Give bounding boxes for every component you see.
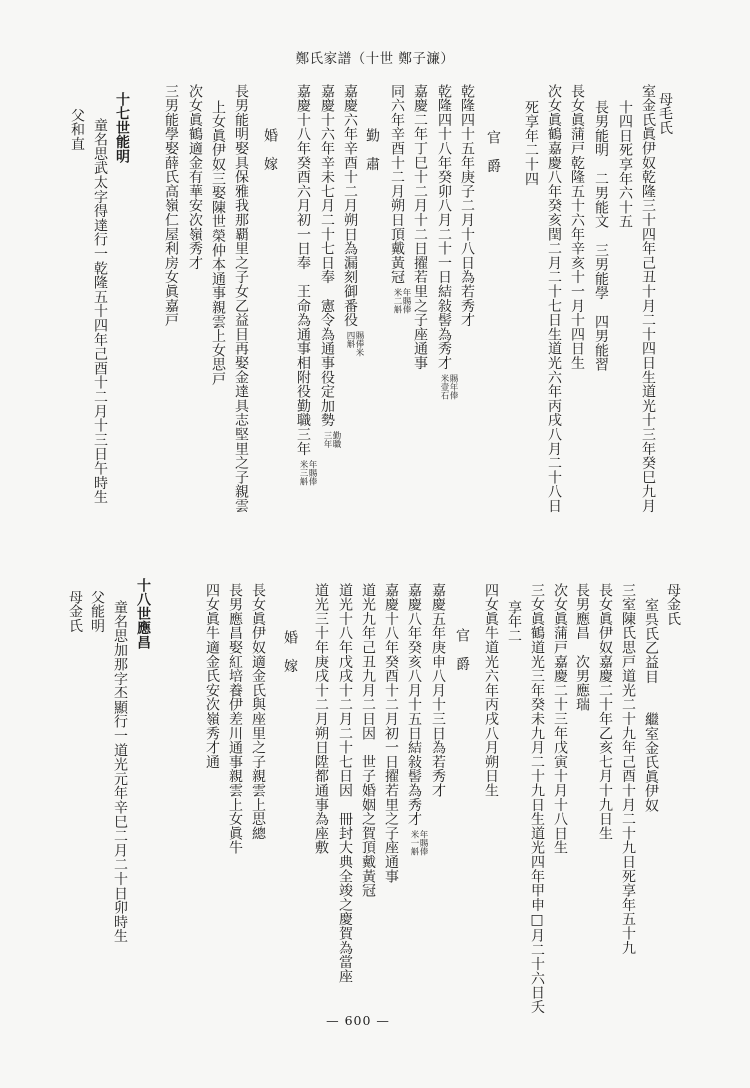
line-text: 母金氏 bbox=[665, 583, 681, 626]
note-line: 米三斛 bbox=[298, 459, 308, 486]
record-line bbox=[552, 583, 568, 855]
note-line: 賜年俸 bbox=[448, 374, 458, 400]
page-number: — 600 — bbox=[326, 1013, 390, 1028]
record-line bbox=[295, 84, 316, 485]
generation-heading bbox=[114, 92, 130, 164]
line-text: 嘉慶十六年辛未七月二十七日奉 憲令為通事役定加勢 bbox=[319, 84, 335, 428]
section-heading-text: 勤 肅 bbox=[364, 128, 380, 171]
record-line bbox=[163, 84, 179, 327]
note-line: 年賜俸 bbox=[307, 459, 317, 486]
record-line bbox=[523, 100, 539, 186]
note-line: 米一斛 bbox=[409, 830, 419, 856]
note-line: 勤職 bbox=[331, 431, 341, 449]
section-heading-text: 官 爵 bbox=[485, 130, 501, 173]
line-text: 父和直 bbox=[69, 108, 85, 151]
record-line bbox=[389, 84, 410, 314]
note-line: 三年 bbox=[322, 431, 332, 449]
note-line: 年賜俸 bbox=[401, 288, 411, 314]
line-text: 嘉慶八年癸亥八月十五日結敍髻為秀才 bbox=[406, 583, 422, 827]
line-text: 長女眞伊奴適金氏與座里之子親雲上思總 bbox=[250, 583, 266, 841]
line-text: 母毛氏 bbox=[657, 92, 673, 135]
line-text: 父能明 bbox=[89, 590, 105, 633]
record-line bbox=[459, 84, 475, 327]
line-text: 道光三十年庚戌十二月朔日陞都通事為座敷 bbox=[313, 583, 329, 855]
line-text: 長男應昌 次男應瑞 bbox=[574, 583, 590, 712]
line-text: 乾隆四十八年癸卯八月二十一日結敍髻為秀才 bbox=[436, 84, 452, 370]
record-line bbox=[319, 84, 340, 448]
note-line: 年賜俸 bbox=[418, 830, 428, 856]
line-text: 嘉慶十八年癸酉六月初一日奉 王命為通事相附役勤職三年 bbox=[295, 84, 311, 456]
record-line bbox=[337, 583, 353, 983]
record-line bbox=[430, 583, 446, 798]
line-text: 四女眞牛道光六年丙戌八月朔日生 bbox=[483, 583, 499, 798]
record-line bbox=[574, 583, 590, 712]
line-text: 上女眞伊奴三娶陳世榮仲本通事親雲上女思戸 bbox=[210, 100, 226, 386]
record-line bbox=[657, 92, 673, 135]
interlinear-note bbox=[322, 431, 340, 448]
line-text: 童名思加那字丕顯行一道光元年辛巳二月二十日卯時生 bbox=[112, 600, 128, 944]
line-text: 同六年辛酉十二月朔日頂戴黃冠 bbox=[389, 84, 405, 285]
line-text: 長男應昌娶紅培養伊差川通事親雲上女眞牛 bbox=[227, 583, 243, 855]
section-heading bbox=[485, 130, 501, 173]
line-text: 十四日死享年六十五 bbox=[617, 100, 633, 229]
section-heading-text: 官 爵 bbox=[454, 628, 470, 671]
record-line bbox=[406, 583, 427, 856]
record-line bbox=[546, 84, 562, 513]
record-line bbox=[597, 583, 613, 840]
record-line bbox=[617, 100, 633, 229]
line-text: 三女眞鶴道光三年癸未九月二十九日生道光四年甲申□月二十六日夭 bbox=[529, 583, 545, 1014]
line-text: 三男能學娶薛氏高嶺仁屋利房女眞嘉戸 bbox=[163, 84, 179, 328]
line-text: 室呉氏乙益目 繼室金氏眞伊奴 bbox=[643, 598, 659, 813]
line-text: 母金氏 bbox=[67, 590, 83, 633]
section-heading bbox=[454, 628, 470, 671]
record-line bbox=[383, 583, 399, 883]
record-line bbox=[67, 590, 83, 633]
line-text: 道光十八年戊戌十二月二十七日因 冊封大典全竣之慶賀為當座 bbox=[337, 583, 353, 984]
interlinear-note bbox=[409, 830, 427, 856]
generation-heading-text: 十七世能明 bbox=[114, 92, 130, 164]
record-line bbox=[342, 84, 363, 357]
record-line bbox=[529, 583, 545, 1014]
line-text: 長女眞蒲戸乾隆五十六年辛亥十一月十四日生 bbox=[569, 84, 585, 370]
record-line bbox=[620, 583, 636, 955]
line-text: 長男能明娶具保雅我那覇里之子女乙益目再娶金達具志堅里之子親雲 bbox=[233, 84, 249, 513]
line-text: 乾隆四十五年庚子二月十八日為若秀才 bbox=[459, 84, 475, 328]
record-line bbox=[210, 100, 226, 386]
note-line: 米壹石 bbox=[439, 374, 449, 400]
line-text: 道光九年己丑九月二日因 世子婚姻之賀頂戴黃冠 bbox=[360, 583, 376, 898]
line-text: 嘉慶十八年癸酉十二月初一日擢若里之子座通事 bbox=[383, 583, 399, 884]
generation-heading-text: 十八世應昌 bbox=[135, 578, 151, 650]
record-line bbox=[412, 84, 428, 370]
record-line bbox=[665, 583, 681, 626]
interlinear-note bbox=[345, 331, 363, 357]
record-line bbox=[227, 583, 243, 855]
section-heading bbox=[262, 128, 278, 171]
line-text: 嘉慶二年丁巳十二月十二日擢若里之子座通事 bbox=[412, 84, 428, 370]
section-heading-text: 婚 嫁 bbox=[282, 630, 298, 673]
record-line bbox=[506, 600, 522, 643]
section-heading bbox=[282, 630, 298, 673]
record-line bbox=[92, 118, 108, 504]
record-line bbox=[640, 84, 656, 513]
line-text: 童名思武太字得達行一乾隆五十四年己酉十二月十三日午時生 bbox=[92, 118, 108, 505]
interlinear-note bbox=[392, 288, 410, 314]
record-line bbox=[593, 100, 609, 372]
line-text: 次女眞蒲戸嘉慶二十三年戊寅十月十八日生 bbox=[552, 583, 568, 855]
note-line: 米二斛 bbox=[392, 288, 402, 314]
line-text: 嘉慶六年辛酉十二月朔日為漏刻御番役 bbox=[342, 84, 358, 328]
record-line bbox=[313, 583, 329, 855]
line-text: 三室陳氏思戸道光二十九年己酉十月二十九日死享年五十九 bbox=[620, 583, 636, 955]
line-text: 次女眞鶴嘉慶八年癸亥閏二月二十七日生道光六年丙戌八月二十八日 bbox=[546, 84, 562, 513]
record-line bbox=[436, 84, 457, 400]
interlinear-note bbox=[439, 374, 457, 400]
line-text: 長男能明 二男能文 三男能學 四男能習 bbox=[593, 100, 609, 372]
note-line: 四斛 bbox=[345, 331, 355, 349]
note-line: 賜俸米 bbox=[354, 331, 364, 357]
record-line bbox=[360, 583, 376, 898]
record-line bbox=[204, 583, 220, 769]
line-text: 四女眞牛適金氏安次嶺秀才通 bbox=[204, 583, 220, 769]
record-line bbox=[643, 598, 659, 813]
line-text: 長女眞伊奴嘉慶二十年乙亥七月十九日生 bbox=[597, 583, 613, 841]
page-header-title: 鄭氏家譜（十世 鄭子濂） bbox=[295, 51, 455, 67]
record-line bbox=[233, 84, 249, 513]
line-text: 室金氏眞伊奴乾隆三十四年己丑十月二十四日生道光十三年癸巳九月 bbox=[640, 84, 656, 513]
record-line bbox=[250, 583, 266, 840]
record-line bbox=[69, 108, 85, 151]
record-line bbox=[89, 590, 105, 633]
record-line bbox=[187, 84, 203, 270]
section-heading bbox=[364, 128, 380, 171]
interlinear-note bbox=[298, 460, 316, 486]
record-line bbox=[112, 600, 128, 943]
line-text: 嘉慶五年庚申八月十三日為若秀才 bbox=[430, 583, 446, 798]
line-text: 死享年二十四 bbox=[523, 100, 539, 186]
section-heading-text: 婚 嫁 bbox=[262, 128, 278, 171]
record-line bbox=[569, 84, 585, 370]
line-text: 享年二 bbox=[506, 600, 522, 643]
line-text: 次女眞鶴適金有華安次嶺秀才 bbox=[187, 84, 203, 270]
generation-heading bbox=[135, 578, 151, 650]
record-line bbox=[483, 583, 499, 798]
